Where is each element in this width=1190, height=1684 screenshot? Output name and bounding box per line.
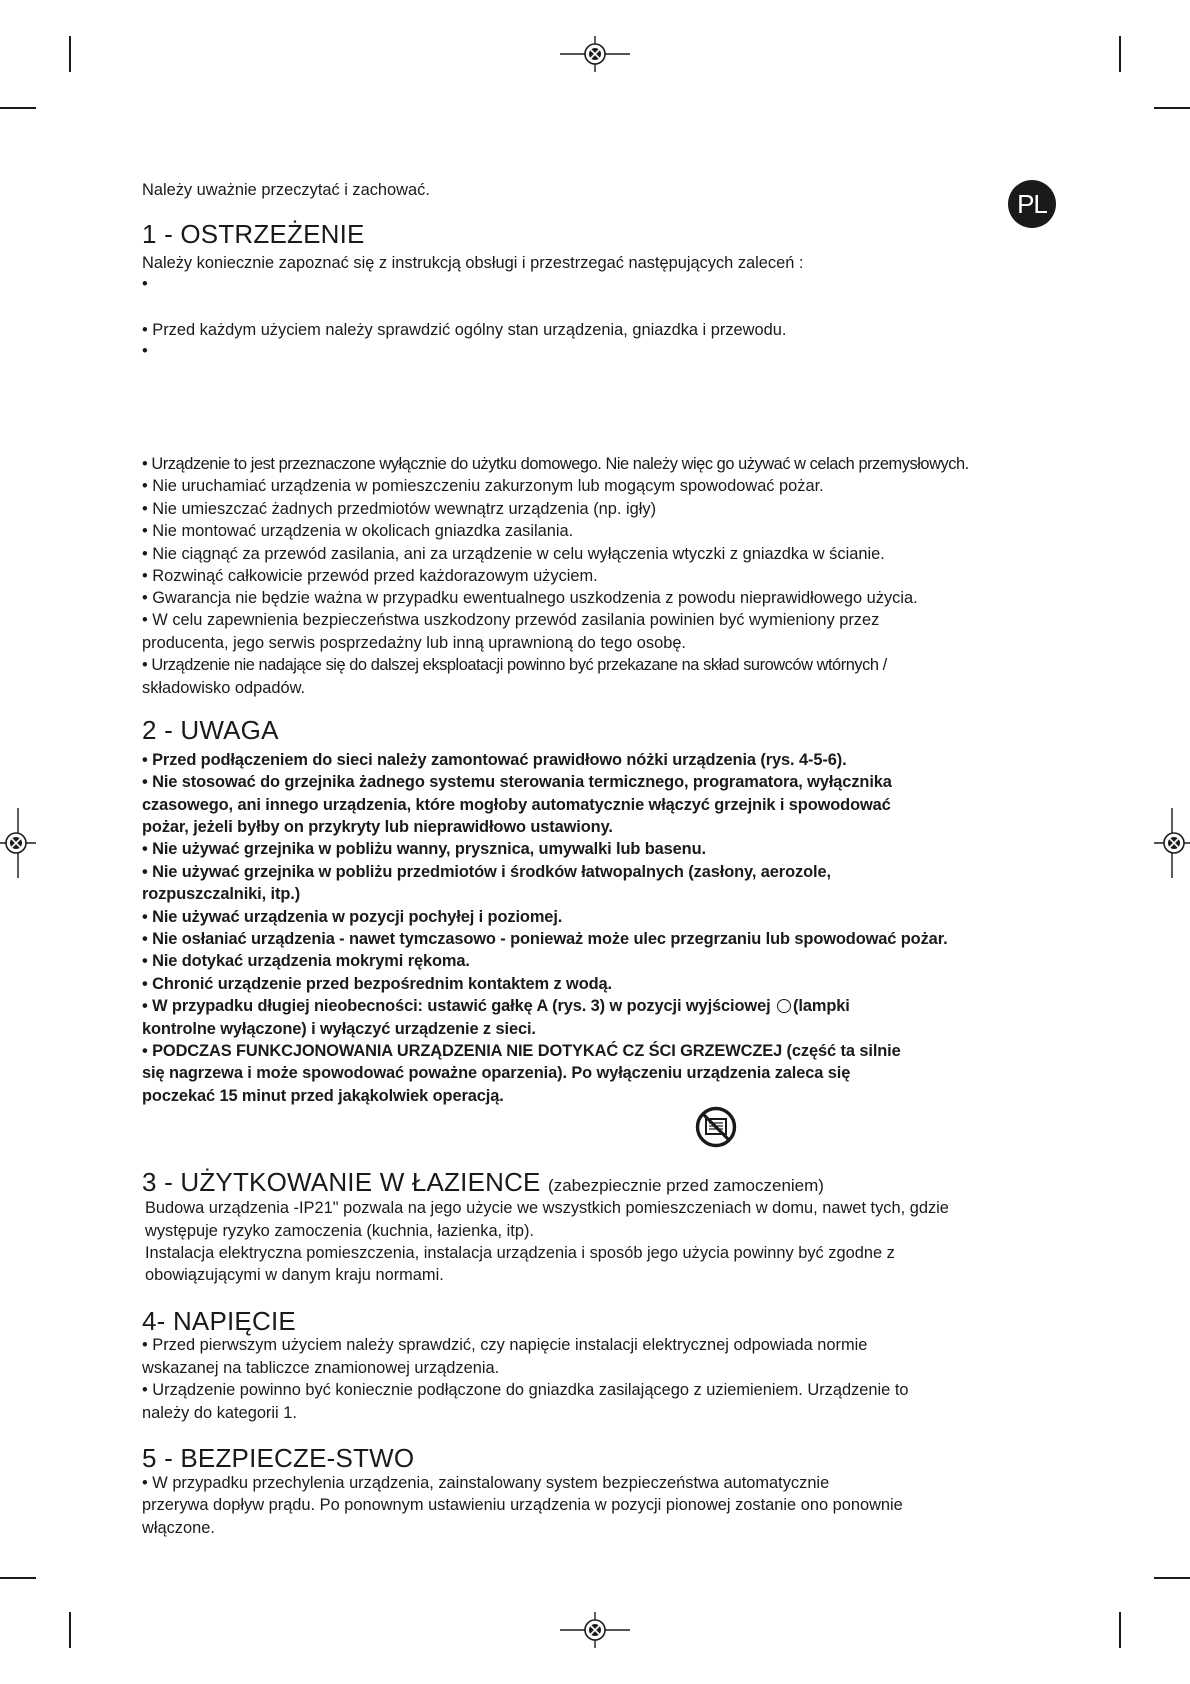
language-badge: PL [1008, 180, 1056, 228]
intro-text: Należy uważnie przeczytać i zachować. [142, 181, 430, 199]
crop-mark-bottom-right-h [1154, 1577, 1190, 1579]
section-5-line: przerywa dopływ prądu. Po ponownym ustawieniu urządzenia w pozycji pionowej zostanie ono ponownie [142, 1496, 903, 1514]
section-3-heading [142, 1167, 824, 1201]
section-1-line: • W celu zapewnienia bezpieczeństwa uszkodzony przewód zasilania powinien być wymieniony przez [142, 611, 880, 629]
section-1-line: • Nie umieszczać żadnych przedmiotów wewnątrz urządzenia (np. igły) [142, 500, 657, 518]
section-2-line: • Przed podłączeniem do sieci należy zamontować prawidłowo nóżki urządzenia (rys. 4-5-6). [142, 751, 847, 769]
section-1-line: producenta, jego serwis posprzedażny lub inną uprawnioną do tego osobę. [142, 634, 686, 652]
crop-mark-top-right-h [1154, 107, 1190, 109]
section-3-line: występuje ryzyko zamoczenia (kuchnia, łazienka, itp). [145, 1222, 534, 1240]
section-4-line: • Urządzenie powinno być koniecznie podłączone do gniazdka zasilającego z uziemieniem. Urządzenie to [142, 1381, 909, 1399]
section-1-lead: Należy koniecznie zapoznać się z instrukcją obsługi i przestrzegać następujących zaleceń : [142, 254, 804, 272]
section-2-absence-lamps: (lampki [793, 997, 850, 1015]
off-position-circle-icon [777, 999, 791, 1013]
section-2-warning-line: się nagrzewa i może spowodować poważne oparzenia). Po wyłączeniu urządzenia zaleca się [142, 1064, 851, 1082]
section-1-empty-bullet: • [142, 342, 148, 360]
section-2-heading: 2 - UWAGA [142, 715, 279, 745]
section-1-empty-bullet: • [142, 275, 148, 293]
crop-mark-top-left-h [0, 107, 36, 109]
section-2-warning-line: • PODCZAS FUNKCJONOWANIA URZĄDZENIA NIE DOTYKAĆ CZ ŚCI GRZEWCZEJ (część ta silnie [142, 1042, 901, 1060]
section-4-line: należy do kategorii 1. [142, 1404, 297, 1422]
crop-mark-top-left-v [69, 36, 71, 72]
section-2-line: • Nie osłaniać urządzenia - nawet tymczasowo - ponieważ może ulec przegrzaniu lub spowodować pożar. [142, 930, 948, 948]
section-3-heading-text: 3 - UŻYTKOWANIE W ŁAZIENCE [142, 1167, 541, 1197]
section-2-absence-line [142, 995, 850, 1017]
crop-mark-bottom-left-v [69, 1612, 71, 1648]
section-4-line: • Przed pierwszym użyciem należy sprawdzić, czy napięcie instalacji elektrycznej odpowiada normie [142, 1336, 868, 1354]
section-4-heading: 4- NAPIĘCIE [142, 1306, 296, 1336]
section-1-line: • Rozwinąć całkowicie przewód przed każdorazowym użyciem. [142, 567, 598, 585]
section-1-line: • Gwarancja nie będzie ważna w przypadku ewentualnego uszkodzenia z powodu nieprawidłowego użycia. [142, 589, 918, 607]
section-2-line: czasowego, ani innego urządzenia, które mogłoby automatycznie włączyć grzejnik i spowodować [142, 796, 891, 814]
section-2-line: • Nie używać grzejnika w pobliżu przedmiotów i środków łatwopalnych (zasłony, aerozole, [142, 863, 831, 881]
section-4-line: wskazanej na tabliczce znamionowej urządzenia. [142, 1359, 500, 1377]
section-5-line: włączone. [142, 1519, 215, 1537]
section-2-line: • Nie stosować do grzejnika żadnego systemu sterowania termicznego, programatora, wyłącznika [142, 773, 892, 791]
section-2-line: • Nie używać grzejnika w pobliżu wanny, prysznica, umywalki lub basenu. [142, 840, 706, 858]
section-2-line: • Chronić urządzenie przed bezpośrednim kontaktem z wodą. [142, 975, 612, 993]
section-1-heading: 1 - OSTRZEŻENIE [142, 219, 365, 249]
section-2-line: kontrolne wyłączone) i wyłączyć urządzenie z sieci. [142, 1020, 536, 1038]
section-3-line: obowiązującymi w danym kraju normami. [145, 1266, 444, 1284]
section-2-line: rozpuszczalniki, itp.) [142, 885, 301, 903]
section-2-absence-text: • W przypadku długiej nieobecności: ustawić gałkę A (rys. 3) w pozycji wyjściowej [142, 997, 771, 1015]
registration-mark-top-icon [560, 36, 630, 72]
registration-mark-right-icon [1154, 808, 1190, 878]
section-3-line: Budowa urządzenia -IP21" pozwala na jego użycie we wszystkich pomieszczeniach w domu, nawet tych, gdzie [145, 1199, 949, 1217]
section-1-line: • Urządzenie to jest przeznaczone wyłącznie do użytku domowego. Nie należy więc go używać w celach przemysłowych. [142, 455, 969, 473]
section-1-line: • Urządzenie nie nadające się do dalszej eksploatacji powinno być przekazane na skład surowców wtórnych / [142, 656, 887, 674]
crop-mark-bottom-left-h [0, 1577, 36, 1579]
section-5-line: • W przypadku przechylenia urządzenia, zainstalowany system bezpieczeństwa automatycznie [142, 1474, 830, 1492]
registration-mark-bottom-icon [560, 1612, 630, 1648]
section-2-warning-line: poczekać 15 minut przed jakąkolwiek operacją. [142, 1087, 504, 1105]
do-not-cover-icon [695, 1106, 737, 1148]
crop-mark-bottom-right-v [1119, 1612, 1121, 1648]
section-1-line: składowisko odpadów. [142, 679, 306, 697]
section-3-line: Instalacja elektryczna pomieszczenia, instalacja urządzenia i sposób jego użycia powinny być zgodne z [145, 1244, 895, 1262]
section-1-line: • Nie montować urządzenia w okolicach gniazdka zasilania. [142, 522, 574, 540]
section-5-heading: 5 - BEZPIECZE-STWO [142, 1443, 415, 1473]
section-2-line: • Nie używać urządzenia w pozycji pochyłej i poziomej. [142, 908, 563, 926]
section-1-check: • Przed każdym użyciem należy sprawdzić ogólny stan urządzenia, gniazdka i przewodu. [142, 321, 787, 339]
registration-mark-left-icon [0, 808, 36, 878]
section-1-line: • Nie uruchamiać urządzenia w pomieszczeniu zakurzonym lub mogącym spowodować pożar. [142, 477, 824, 495]
section-2-line: • Nie dotykać urządzenia mokrymi rękoma. [142, 952, 470, 970]
crop-mark-top-right-v [1119, 36, 1121, 72]
section-2-line: pożar, jeżeli byłby on przykryty lub nieprawidłowo ustawiony. [142, 818, 613, 836]
section-1-line: • Nie ciągnąć za przewód zasilania, ani za urządzenie w celu wyłączenia wtyczki z gniazdka w ścianie. [142, 545, 885, 563]
section-3-heading-sub: (zabezpiecznie przed zamoczeniem) [548, 1176, 824, 1195]
